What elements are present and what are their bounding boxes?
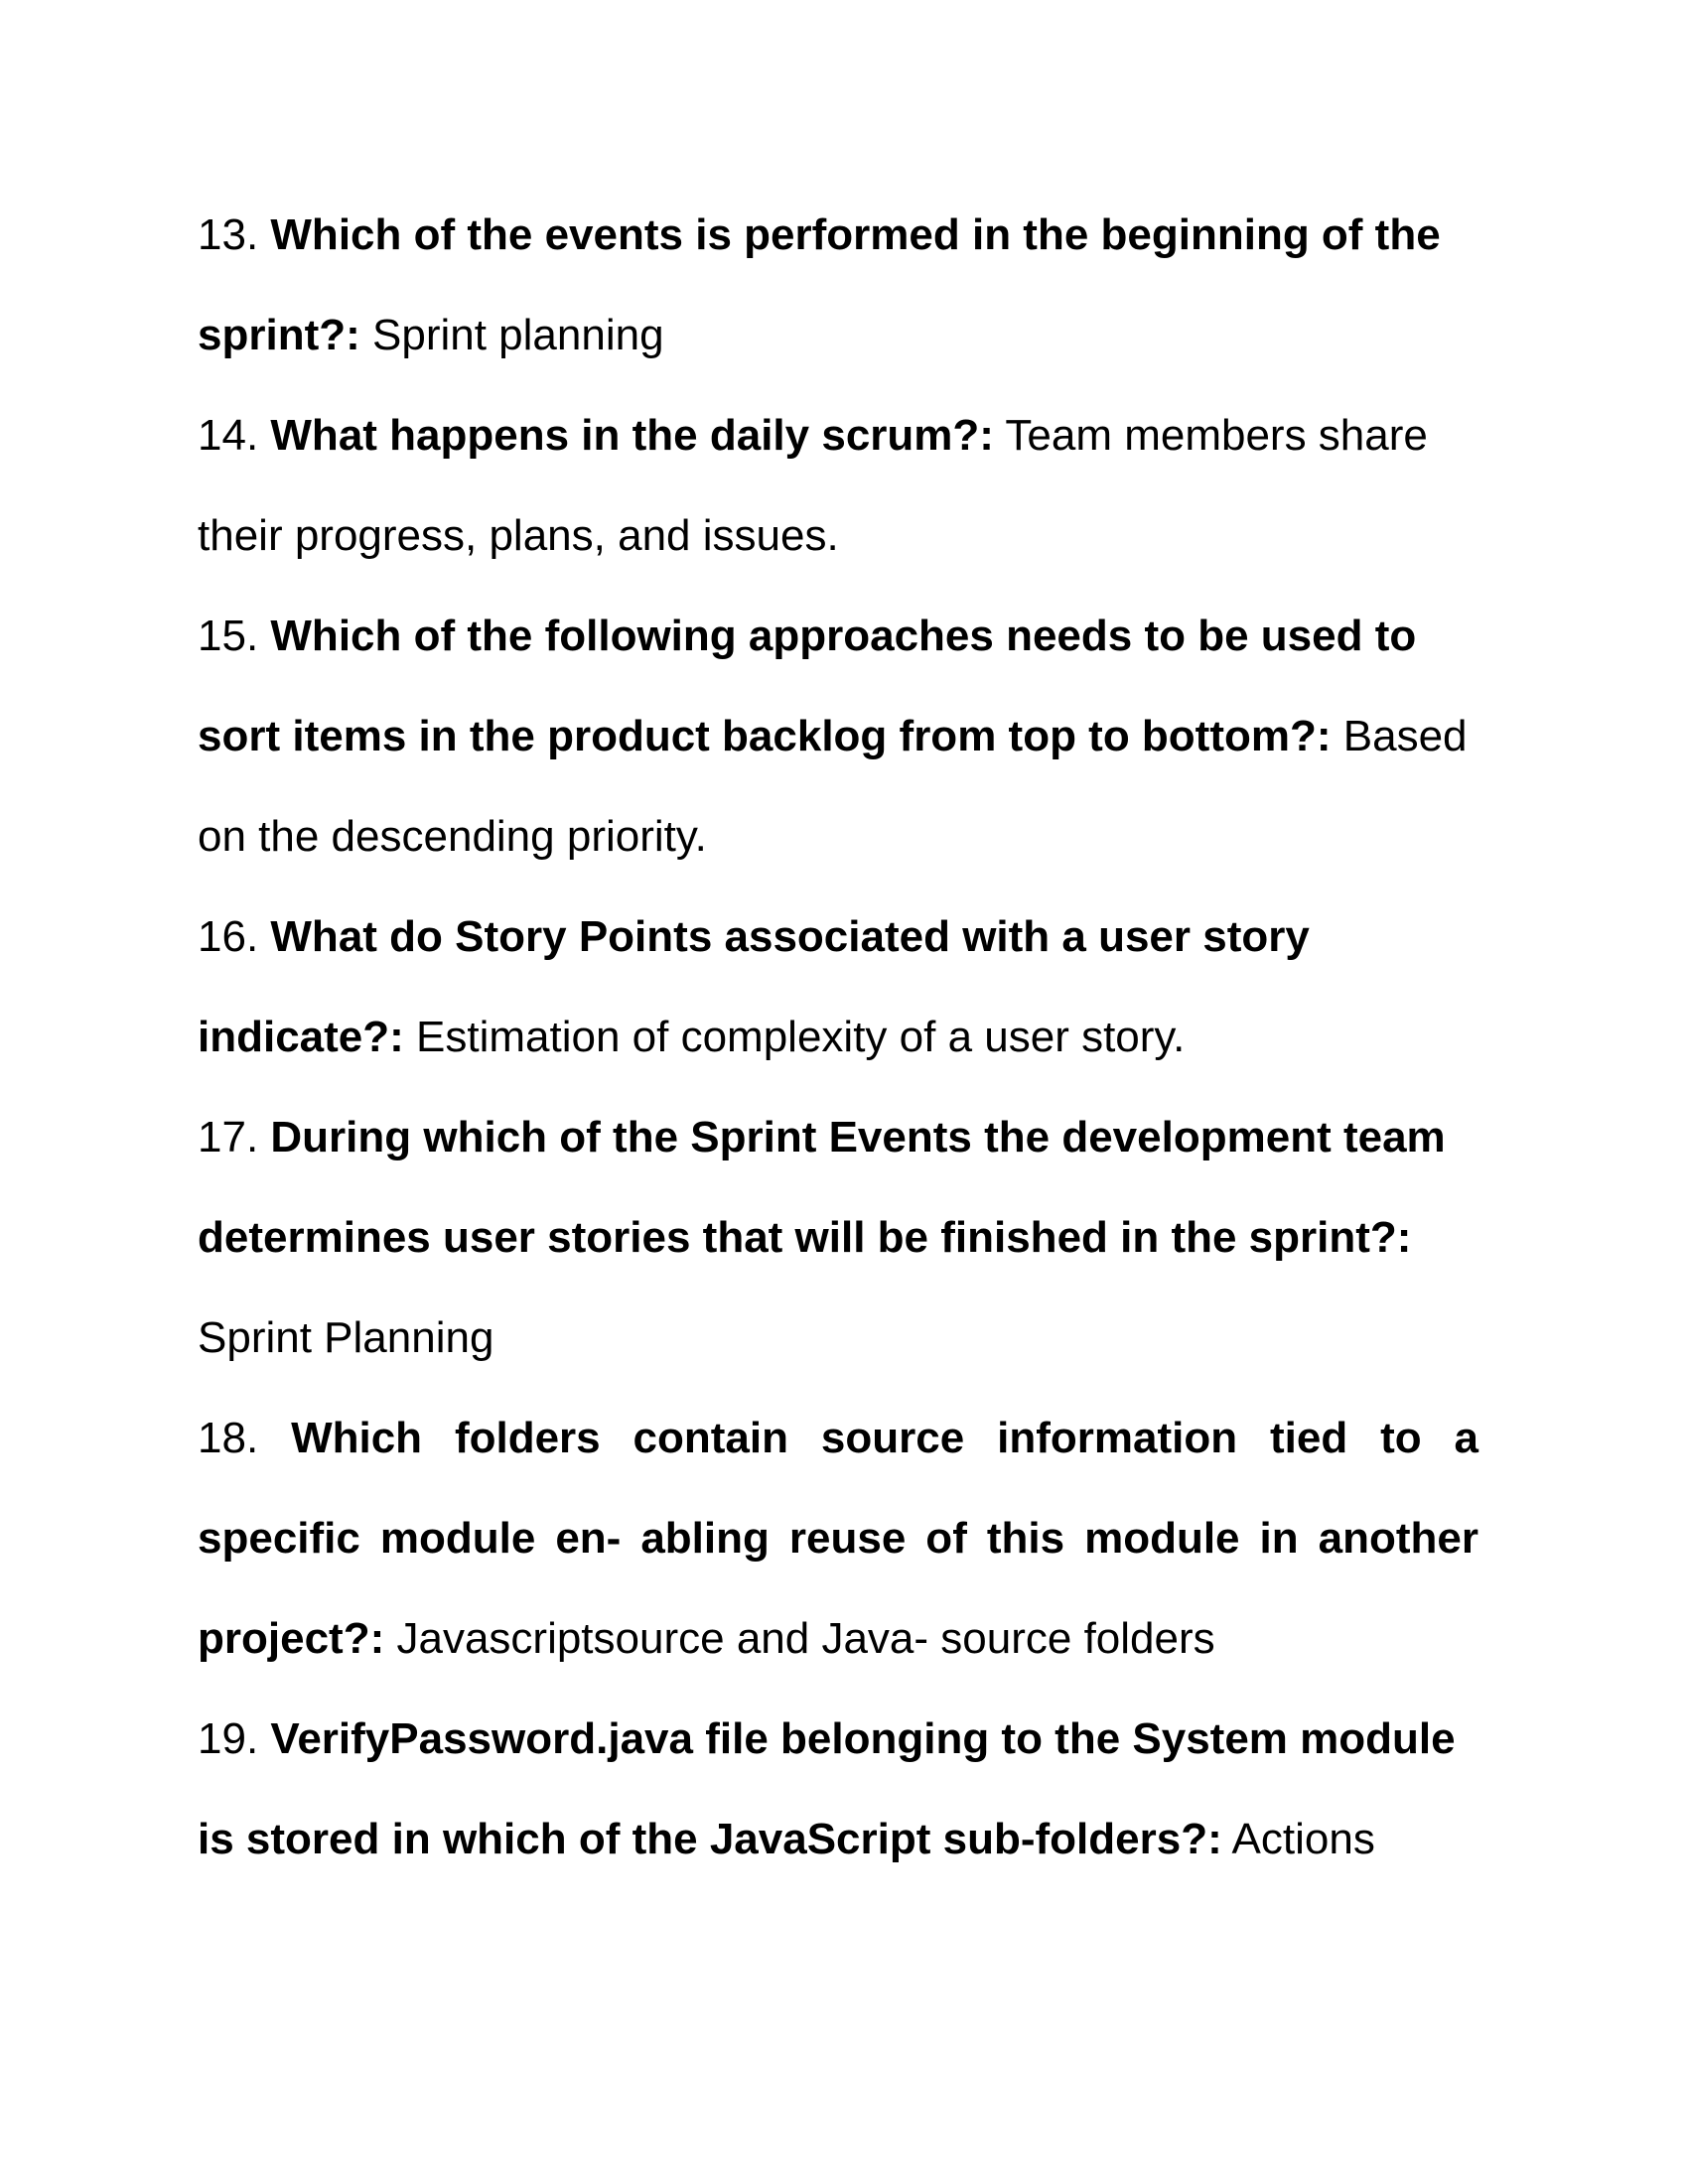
- question-text: Which of the following approaches needs to be used to sort items in the product backlog from top to bottom?:: [198, 612, 1417, 760]
- answer-text: Team members share their progress, plans, and issues.: [198, 411, 1428, 560]
- question-number: 17.: [198, 1113, 259, 1161]
- question-number: 16.: [198, 912, 259, 961]
- answer-text: Based on the descending priority.: [198, 712, 1468, 861]
- answer-text: Javascriptsource and Java- source folders: [396, 1614, 1215, 1663]
- question-number: 14.: [198, 411, 259, 460]
- question-text: VerifyPassword.java file belonging to the System module is stored in which of the JavaScript sub-folders?:: [198, 1714, 1456, 1863]
- question-number: 13.: [198, 210, 259, 259]
- qa-item-16: [198, 887, 1478, 1087]
- answer-text: Sprint Planning: [198, 1313, 494, 1362]
- answer-text: Actions: [1231, 1815, 1375, 1863]
- qa-item-14: [198, 385, 1478, 586]
- qa-item-17: [198, 1087, 1478, 1388]
- document-page: [198, 185, 1478, 1889]
- question-text: What happens in the daily scrum?:: [270, 411, 994, 460]
- answer-text: Sprint planning: [372, 311, 664, 359]
- answer-text: Estimation of complexity of a user story.: [416, 1013, 1186, 1061]
- question-number: 19.: [198, 1714, 259, 1763]
- question-number: 18.: [198, 1414, 259, 1462]
- question-text: What do Story Points associated with a user story indicate?:: [198, 912, 1310, 1061]
- qa-item-19: [198, 1689, 1478, 1889]
- qa-item-15: [198, 586, 1478, 887]
- qa-item-18: [198, 1388, 1478, 1689]
- qa-item-13: [198, 185, 1478, 385]
- question-number: 15.: [198, 612, 259, 660]
- question-text: During which of the Sprint Events the development team determines user stories that will be finished in the sprint?:: [198, 1113, 1446, 1262]
- question-text: Which of the events is performed in the beginning of the sprint?:: [198, 210, 1441, 359]
- question-text: Which folders contain source information tied to a specific module en- abling reuse of this module in another project?:: [198, 1414, 1478, 1663]
